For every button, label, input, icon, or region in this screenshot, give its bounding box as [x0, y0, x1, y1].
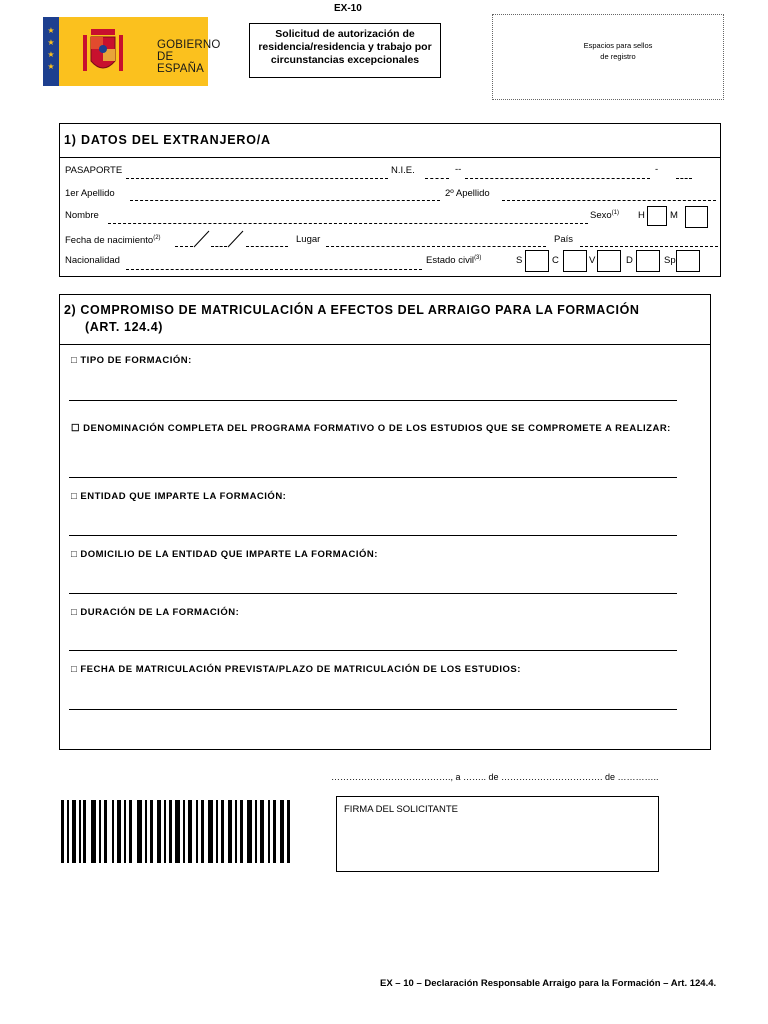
marital-sp-label: Sp — [664, 255, 676, 266]
nie-dash: - — [655, 164, 659, 175]
nie-separator: -- — [455, 164, 462, 175]
section1-title: 1) DATOS DEL EXTRANJERO/A — [60, 124, 720, 158]
star-icon: ★ — [47, 62, 55, 71]
training-type-line[interactable] — [69, 400, 677, 401]
date-slash-icon — [193, 230, 211, 248]
passport-label: PASAPORTE — [65, 165, 123, 176]
marital-v-label: V — [589, 255, 596, 266]
birthplace-field[interactable] — [326, 246, 546, 247]
training-duration-line[interactable] — [69, 650, 677, 651]
marital-d-label: D — [626, 255, 633, 266]
nationality-field[interactable] — [126, 269, 422, 270]
surname1-field[interactable] — [130, 200, 440, 201]
birth-day-field[interactable] — [175, 246, 193, 247]
star-icon: ★ — [47, 26, 55, 35]
surname2-label: 2º Apellido — [445, 188, 490, 199]
sex-m-label: M — [670, 210, 678, 221]
sex-h-label: H — [638, 210, 645, 221]
page-footer: EX – 10 – Declaración Responsable Arraigo para la Formación – Art. 124.4. — [380, 978, 717, 989]
program-name-item[interactable]: ☐ DENOMINACIÓN COMPLETA DEL PROGRAMA FORMATIVO O DE LOS ESTUDIOS QUE SE COMPROMETE A REALIZAR: — [71, 423, 671, 434]
marital-sp-checkbox[interactable] — [676, 250, 700, 272]
nie-letter-field[interactable] — [425, 178, 449, 179]
training-type-item[interactable]: □ TIPO DE FORMACIÓN: — [71, 355, 192, 366]
form-title-box: Solicitud de autorización de residencia/residencia y trabajo por circunstancias excepcionales — [249, 23, 441, 78]
surname2-field[interactable] — [502, 200, 716, 201]
passport-field[interactable] — [126, 178, 388, 179]
marital-status-label: Estado civil$^{(3)}$ — [426, 255, 482, 267]
gobierno-espana-logo — [43, 17, 221, 86]
section-enrollment-commitment — [59, 294, 711, 750]
training-duration-item[interactable]: □ DURACIÓN DE LA FORMACIÓN: — [71, 607, 240, 618]
entity-address-item[interactable]: □ DOMICILIO DE LA ENTIDAD QUE IMPARTE LA FORMACIÓN: — [71, 549, 378, 560]
signature-label: FIRMA DEL SOLICITANTE — [344, 804, 459, 815]
form-code: EX-10 — [334, 3, 362, 14]
nie-control-field[interactable] — [676, 178, 692, 179]
surname1-label: 1er Apellido — [65, 188, 115, 199]
section2-title: 2) COMPROMISO DE MATRICULACIÓN A EFECTOS DEL ARRAIGO PARA LA FORMACIÓN (ART. 124.4) — [60, 295, 710, 345]
birth-year-field[interactable] — [246, 246, 288, 247]
star-icon: ★ — [47, 50, 55, 59]
date-place-line[interactable]: …………………………………., a …….. de ……………………………. de ………….. — [331, 772, 659, 782]
sex-label: Sexo$^{(1)}$ — [590, 210, 619, 222]
coat-of-arms-icon — [81, 27, 125, 77]
entity-address-line[interactable] — [69, 593, 677, 594]
nie-label: N.I.E. — [391, 165, 415, 176]
marital-c-label: C — [552, 255, 559, 266]
gov-name: GOBIERNO DE ESPAÑA — [157, 39, 221, 75]
sex-h-checkbox[interactable] — [647, 206, 667, 226]
name-label: Nombre — [65, 210, 99, 221]
marital-s-checkbox[interactable] — [525, 250, 549, 272]
name-field[interactable] — [108, 223, 588, 224]
registry-stamp-area: Espacios para sellos de registro — [492, 14, 724, 100]
marital-s-label: S — [516, 255, 523, 266]
signature-box[interactable] — [336, 796, 659, 872]
training-entity-line[interactable] — [69, 535, 677, 536]
nationality-label: Nacionalidad — [65, 255, 120, 266]
date-slash-icon — [227, 230, 245, 248]
barcode-icon — [61, 800, 290, 863]
marital-d-checkbox[interactable] — [636, 250, 660, 272]
eu-stripe — [43, 17, 59, 86]
star-icon: ★ — [47, 38, 55, 47]
country-label: País — [554, 234, 574, 245]
birthdate-label: Fecha de nacimiento$^{(2)}$ — [65, 235, 161, 247]
section-foreigner-data — [59, 123, 721, 277]
marital-c-checkbox[interactable] — [563, 250, 587, 272]
marital-v-checkbox[interactable] — [597, 250, 621, 272]
birthplace-label: Lugar — [296, 234, 321, 245]
country-field[interactable] — [580, 246, 718, 247]
enrollment-date-item[interactable]: □ FECHA DE MATRICULACIÓN PREVISTA/PLAZO DE MATRICULACIÓN DE LOS ESTUDIOS: — [71, 664, 521, 675]
program-name-line[interactable] — [69, 477, 677, 478]
nie-number-field[interactable] — [465, 178, 650, 179]
enrollment-date-line[interactable] — [69, 709, 677, 710]
birth-month-field[interactable] — [211, 246, 227, 247]
training-entity-item[interactable]: □ ENTIDAD QUE IMPARTE LA FORMACIÓN: — [71, 491, 287, 502]
sex-m-checkbox[interactable] — [685, 206, 708, 228]
